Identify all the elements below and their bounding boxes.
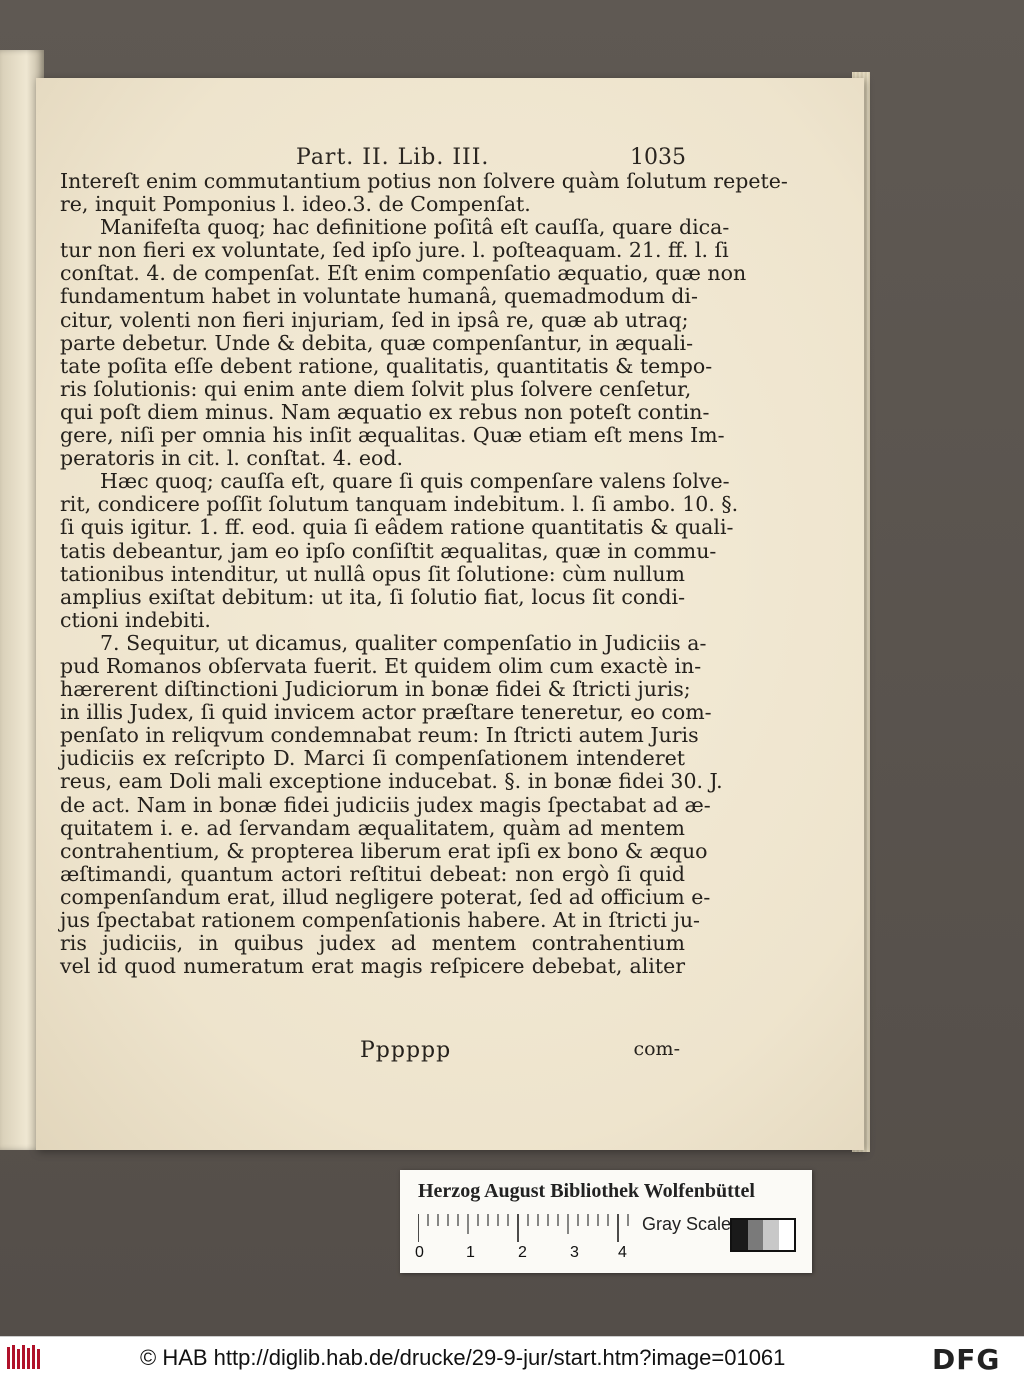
text-line: fundamentum habet in voluntate humanâ, quemadmodum di- xyxy=(60,284,698,309)
color-scale-card xyxy=(400,1170,812,1273)
gray-swatch-mid xyxy=(748,1220,764,1250)
ruler-number: 3 xyxy=(570,1244,579,1261)
text-line: gere, niſi per omnia his inſit æqualitas. Quæ etiam eſt mens Im- xyxy=(60,423,725,448)
text-line: in illis Judex, ſi quid invicem actor præſtare teneretur, eo com- xyxy=(60,700,712,725)
text-line: ris judiciis, in quibus judex ad mentem contrahentium xyxy=(60,931,685,956)
text-line: tationibus intenditur, ut nullâ opus ſit ſolutione: cùm nullum xyxy=(60,561,685,586)
text-line: peratoris in cit. l. conſtat. 4. eod. xyxy=(60,446,403,471)
ruler-number: 2 xyxy=(518,1244,527,1261)
text-line: Intereſt enim commutantium potius non ſolvere quàm ſolutum repete- xyxy=(60,169,788,193)
text-line: pud Romanos obſervata fuerit. Et quidem olim cum exactè in- xyxy=(60,653,702,678)
text-line: penſato in reliqvum condemnabat reum: In ſtricti autem Juris xyxy=(60,723,699,748)
text-line: jus ſpectabat rationem compenſationis habere. At in ſtricti ju- xyxy=(60,908,700,932)
text-line: vel id quod numeratum erat magis reſpicere debebat, aliter xyxy=(60,954,685,979)
body-text xyxy=(60,169,788,979)
gray-scale-bar xyxy=(730,1218,796,1252)
text-line: compenſandum erat, illud negligere poterat, ſed ad officium e- xyxy=(60,884,711,909)
page-footer xyxy=(60,1038,680,1066)
text-line: citur, volenti non fieri injuriam, ſed in ipsâ re, quæ ab utraq; xyxy=(60,307,689,332)
gray-scale-label: Gray Scale xyxy=(642,1214,732,1234)
text-line: contrahentium, & propterea liberum erat ipſi ex bono & æquo xyxy=(60,838,708,863)
page-number: 1035 xyxy=(630,145,686,170)
hab-logo-icon xyxy=(6,1343,42,1371)
text-line: Hæc quoq; cauſſa eſt, quare ſi quis compenſare valens ſolve- xyxy=(100,469,730,494)
ruler-number: 4 xyxy=(618,1244,627,1261)
text-line: ris ſolutionis: qui enim ante diem ſolvit plus ſolvere cenſetur, xyxy=(60,376,692,401)
running-head: Part. II. Lib. III. xyxy=(296,145,490,170)
signature-mark: Pppppp xyxy=(360,1038,452,1063)
source-link[interactable]: © HAB http://diglib.hab.de/drucke/29-9-jur/start.htm?image=01061 xyxy=(140,1345,786,1370)
gray-swatch-light xyxy=(763,1220,779,1250)
text-line: parte debetur. Unde & debita, quæ compenſantur, in æquali- xyxy=(60,330,693,355)
text-line: hærerent diſtinctioni Judiciorum in bonæ fidei & ſtricti juris; xyxy=(60,677,691,702)
text-line: tatis debeantur, jam eo ipſo conſiſtit æqualitas, quæ in commu- xyxy=(60,538,717,563)
text-line: quitatem i. e. ad ſervandam æqualitatem, quàm ad mentem xyxy=(60,815,685,840)
gray-swatch-black xyxy=(732,1220,748,1250)
text-line: amplius exiſtat debitum: ut ita, ſi ſolutio fiat, locus ſit condi- xyxy=(60,584,685,609)
text-line: rit, condicere poſſit ſolutum tanquam indebitum. l. ſi ambo. 10. §. xyxy=(60,492,739,517)
gray-swatch-white xyxy=(779,1220,795,1250)
library-name: Herzog August Bibliothek Wolfenbüttel xyxy=(418,1180,755,1202)
text-line: tur non fieri ex voluntate, ſed ipſo jure. l. poſteaquam. 21. ff. l. ſi xyxy=(60,238,729,263)
footer-bar xyxy=(0,1336,1024,1377)
text-line: æſtimandi, quantum actori reſtitui debeat: non ergò ſi quid xyxy=(60,861,685,886)
ruler-number: 1 xyxy=(466,1244,475,1261)
text-line: judiciis ex reſcripto D. Marci ſi compenſationem intenderet xyxy=(60,746,685,771)
ruler-number: 0 xyxy=(415,1244,424,1261)
text-line: conſtat. 4. de compenſat. Eſt enim compenſatio æquatio, quæ non xyxy=(60,261,747,286)
catchword: com- xyxy=(633,1038,680,1060)
text-line: 7. Sequitur, ut dicamus, qualiter compenſatio in Judiciis a- xyxy=(100,630,707,655)
text-line: ctioni indebiti. xyxy=(60,607,211,632)
text-line: de act. Nam in bonæ fidei judiciis judex magis ſpectabat ad æ- xyxy=(60,792,711,817)
dfg-logo: DFG xyxy=(932,1343,1001,1376)
text-line: Manifeſta quoq; hac definitione poſitâ eſt cauſſa, quare dica- xyxy=(100,215,730,240)
text-line: qui poſt diem minus. Nam æquatio ex rebus non poteſt contin- xyxy=(60,399,710,424)
text-line: ſi quis igitur. 1. ff. eod. quia ſi eâdem ratione quantitatis & quali- xyxy=(60,515,734,540)
text-line: reus, eam Doli mali exceptione inducebat. §. in bonæ fidei 30. J. xyxy=(60,769,723,794)
ruler-numbers xyxy=(415,1244,638,1264)
text-line: tate poſita eſſe debent ratione, qualitatis, quantitatis & tempo- xyxy=(60,353,713,378)
ruler-ticks xyxy=(418,1214,630,1244)
ruler xyxy=(415,1214,630,1261)
text-line: re, inquit Pomponius l. ideo.3. de Compenſat. xyxy=(60,192,531,217)
